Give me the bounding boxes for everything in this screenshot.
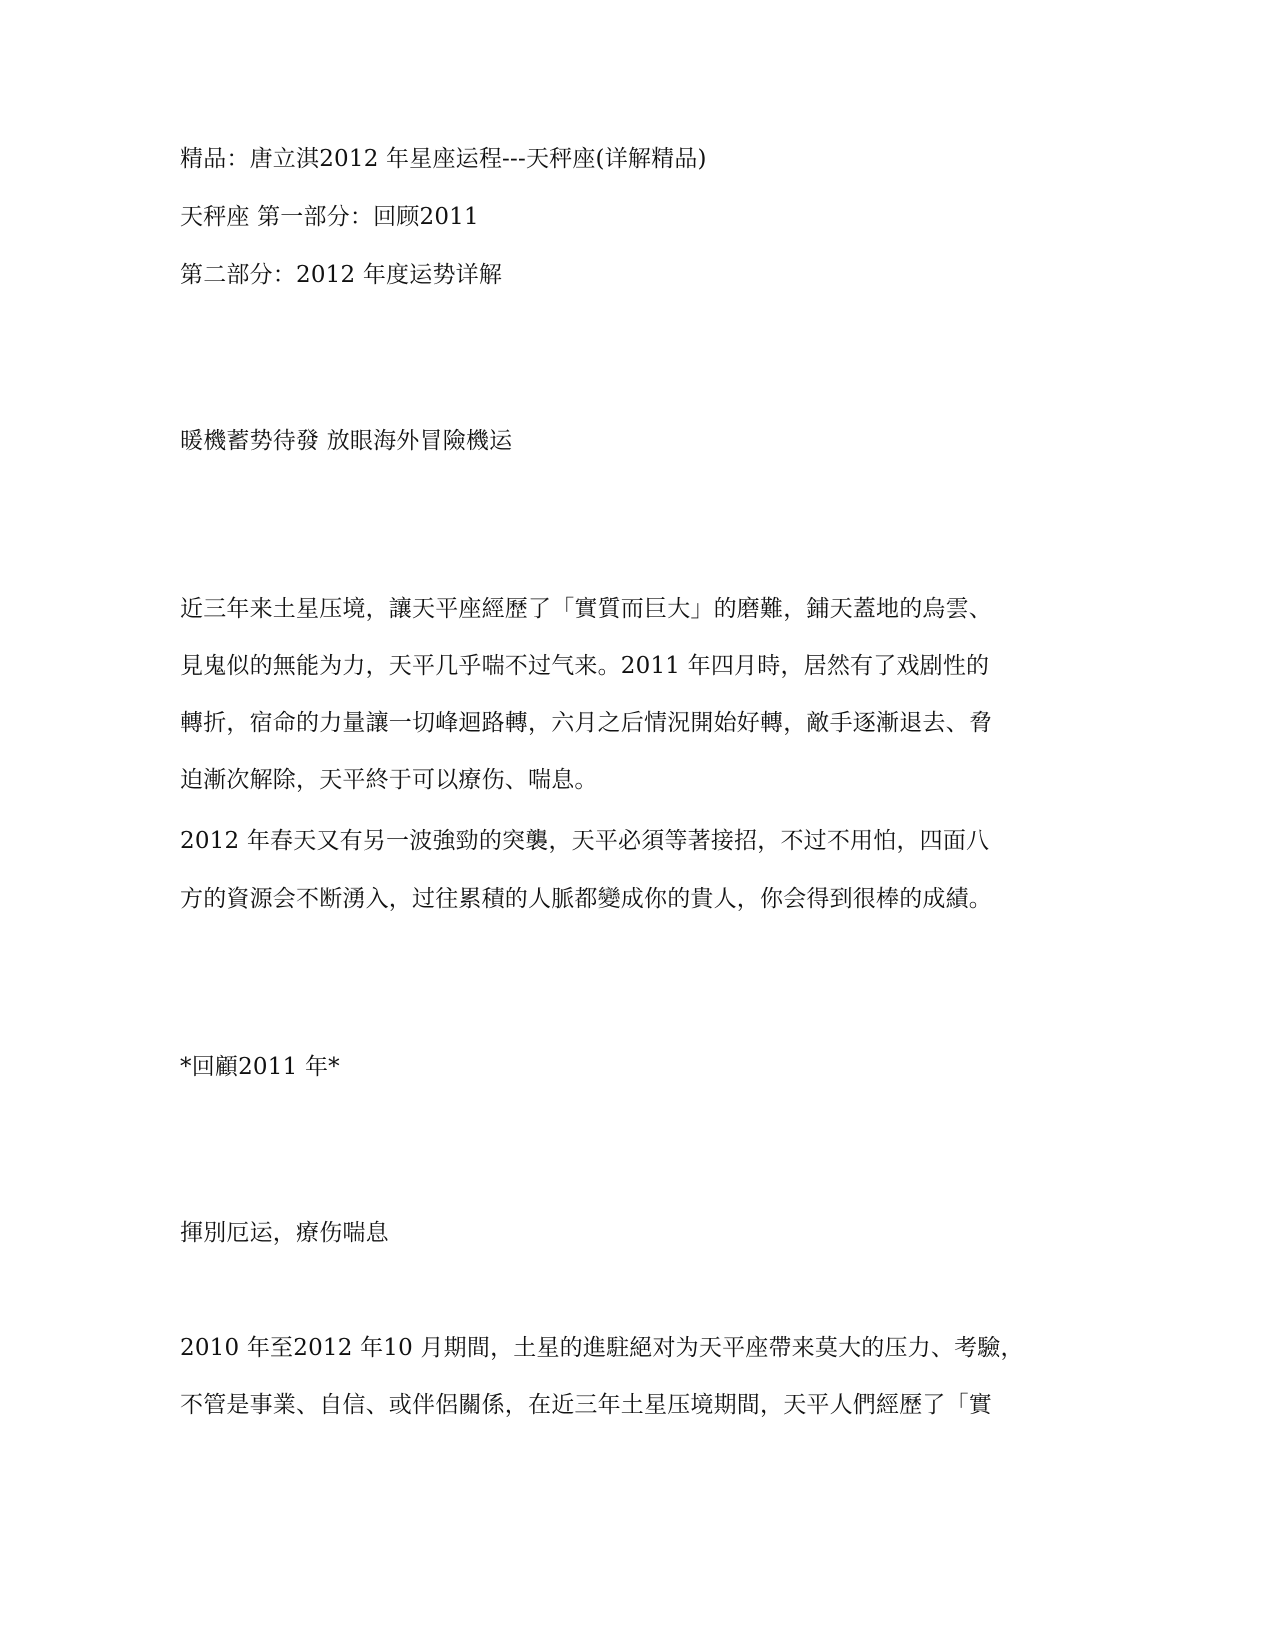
part-one-heading: 天秤座 第一部分：回顾2011 — [180, 204, 479, 230]
paragraph-line: 不管是事業、自信、或伴侶關係，在近三年土星压境期間，天平人們經歷了「實 — [180, 1392, 992, 1418]
document-title: 精品：唐立淇2012 年星座运程---天秤座(详解精品) — [180, 146, 707, 172]
paragraph-line: 近三年来土星压境，讓天平座經歷了「實質而巨大」的磨難，鋪天蓋地的烏雲、 — [180, 596, 992, 622]
paragraph-line: 2012 年春天又有另一波強勁的突襲，天平必須等著接招，不过不用怕，四面八 — [180, 828, 990, 854]
paragraph-line: 見鬼似的無能为力，天平几乎喘不过气来。2011 年四月時，居然有了戏剧性的 — [180, 653, 990, 679]
part-two-heading: 第二部分：2012 年度运势详解 — [180, 262, 503, 288]
paragraph-line: 方的資源会不断湧入，过往累積的人脈都變成你的貴人，你会得到很棒的成績。 — [180, 886, 992, 912]
paragraph-line: 迫漸次解除，天平終于可以療伤、喘息。 — [180, 767, 598, 793]
subheading: 揮別厄运，療伤喘息 — [180, 1220, 389, 1246]
paragraph-line: 2010 年至2012 年10 月期間，土星的進駐絕对为天平座帶来莫大的压力、考驗， — [180, 1335, 1024, 1361]
review-heading: *回顧2011 年* — [180, 1054, 340, 1080]
section-title: 暖機蓄势待發 放眼海外冒險機运 — [180, 428, 513, 454]
paragraph-line: 轉折，宿命的力量讓一切峰迴路轉，六月之后情況開始好轉，敵手逐漸退去、脅 — [180, 710, 992, 736]
